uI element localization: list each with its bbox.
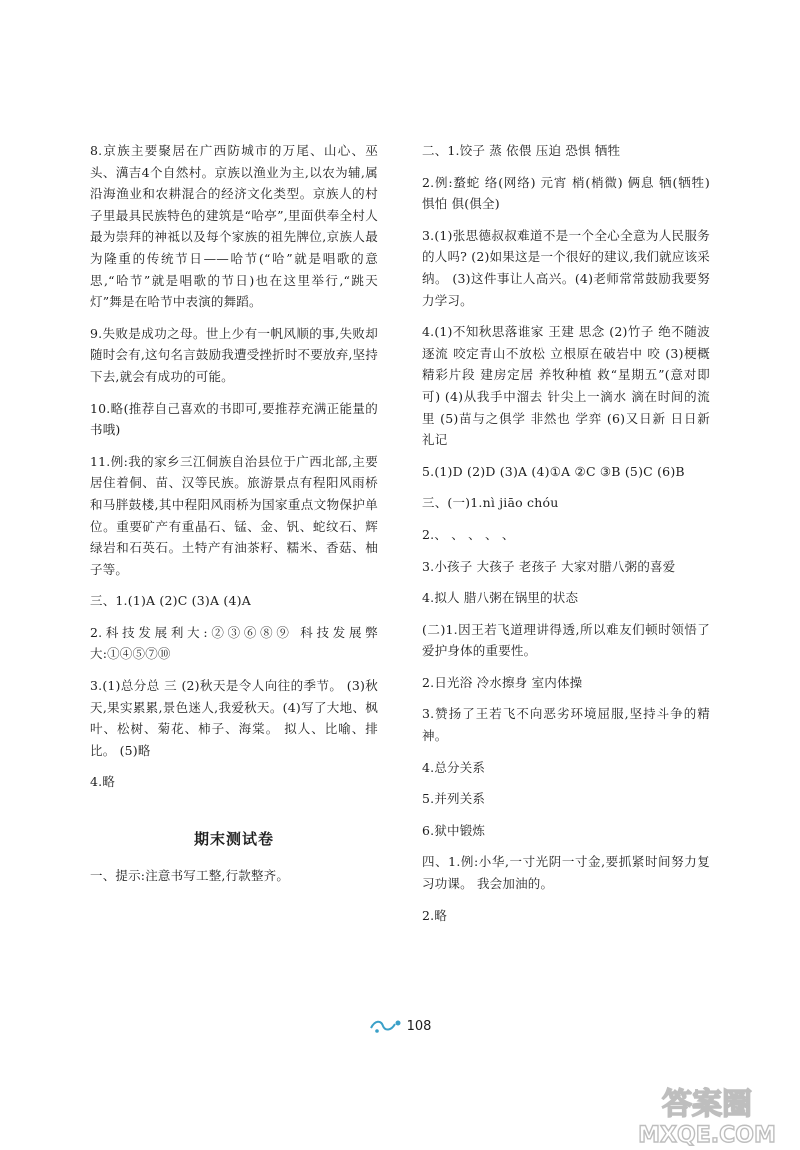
- answer-paragraph: 4.略: [90, 774, 116, 790]
- answer-paragraph: 一、提示:注意书写工整,行款整齐。: [90, 867, 290, 883]
- page-number-block: [369, 1018, 432, 1034]
- answer-paragraph: 4.(1)不知秋思落谁家 王建 思念 (2)竹子 绝不随波逐流 咬定青山不放松 立根原在破岩中 咬 (3)梗概 精彩片段 建房定居 养牧种植 救“星期五”(意对即可) (4)从我手中溜去 针尖上一滴水 滴在时间的流里 (5)苗与之俱学 非然也 学弈 (6)又日新 日日新 礼记: [422, 324, 710, 448]
- answer-paragraph: 三、1.(1)A (2)C (3)A (4)A: [90, 593, 251, 609]
- page-number: 108: [406, 1018, 432, 1034]
- answer-paragraph: 3.小孩子 大孩子 老孩子 大家对腊八粥的喜爱: [422, 558, 676, 574]
- answer-paragraph: 2.科技发展利大:②③⑥⑧⑨ 科技发展弊大:①④⑤⑦⑩: [90, 624, 378, 662]
- answer-paragraph: 2.、 、 、 、 、: [422, 526, 515, 542]
- answer-paragraph: (二)1.因王若飞道理讲得透,所以难友们顿时领悟了爱护身体的重要性。: [422, 621, 710, 659]
- answer-paragraph: 5.(1)D (2)D (3)A (4)①A ②C ③B (5)C (6)B: [422, 463, 685, 479]
- answer-paragraph: 3.(1)张思德叔叔难道不是一个全心全意为人民服务的人吗? (2)如果这是一个很好的建议,我们就应该采纳。 (3)这件事让人高兴。(4)老师常常鼓励我要努力学习。: [422, 227, 710, 308]
- answer-paragraph: 3.(1)总分总 三 (2)秋天是令人向往的季节。 (3)秋天,果实累累,景色迷人,我爱秋天。(4)写了大地、枫叶、松树、菊花、柿子、海棠。 拟人、比喻、排比。 (5)略: [90, 678, 378, 758]
- right-column: [422, 140, 710, 936]
- answer-paragraph: 2.例:蝥蛇 络(网络) 元宵 梢(梢微) 俩息 牺(牺牲) 惧怕 俱(俱全): [422, 174, 710, 212]
- answer-paragraph: 4.总分关系: [422, 759, 486, 775]
- answer-paragraph: 2.日光浴 冷水擦身 室内体操: [422, 674, 583, 690]
- answer-paragraph: 4.拟人 腊八粥在锅里的状态: [422, 590, 579, 606]
- answer-paragraph: 9.失败是成功之母。世上少有一帆风顺的事,失败却随时会有,这句名言鼓励我遭受挫折时不要放弃,坚持下去,就会有成功的可能。: [90, 325, 378, 384]
- answer-paragraph: 5.并列关系: [422, 791, 486, 807]
- answer-paragraph: 3.赞扬了王若飞不向恶劣环境屈服,坚持斗争的精神。: [422, 706, 710, 744]
- answer-paragraph: 11.例:我的家乡三江侗族自治县位于广西北部,主要居住着侗、苗、汉等民族。旅游景点有程阳风雨桥和马胖鼓楼,其中程阳风雨桥为国家重点文物保护单位。重要矿产有重晶石、锰、金、钒、蛇纹石、辉绿岩和石英石。土特产有油茶籽、糯米、香菇、柚子等。: [90, 453, 378, 577]
- section-title: 期末测试卷: [193, 830, 274, 849]
- answer-paragraph: 8.京族主要聚居在广西防城市的万尾、山心、巫头、澫吉4个自然村。京族以渔业为主,以农为辅,属沿海渔业和农耕混合的经济文化类型。京族人的村子里最具民族特色的建筑是“哈亭”,里面供奉全村人最为崇拜的神祗以及每个家族的祖先牌位,京族人最为隆重的传统节日——哈节(“哈”就是唱歌的意思,“哈节”就是唱歌的节日)也在这里举行,“跳天灯”舞是在哈节中表演的舞蹈。: [90, 143, 378, 310]
- left-column: [90, 140, 378, 896]
- page-ornament-icon: [369, 1018, 403, 1034]
- page-footer: [0, 1018, 800, 1038]
- watermark-bottom: MXQE.COM: [638, 1123, 776, 1146]
- answer-paragraph: 三、(一)1.nì jiāo chóu: [422, 495, 559, 511]
- answer-paragraph: 6.狱中锻炼: [422, 822, 486, 838]
- answer-paragraph: 二、1.饺子 蒸 依偎 压迫 恐惧 牺牲: [422, 143, 621, 158]
- answer-paragraph: 四、1.例:小华,一寸光阴一寸金,要抓紧时间努力复习功课。 我会加油的。: [422, 854, 710, 892]
- watermark-top: 答案圈: [662, 1087, 752, 1122]
- answer-paragraph: 2.略: [422, 907, 448, 923]
- answer-paragraph: 10.略(推荐自己喜欢的书即可,要推荐充满正能量的书哦): [90, 400, 378, 438]
- watermark-logo-icon: [618, 1080, 796, 1146]
